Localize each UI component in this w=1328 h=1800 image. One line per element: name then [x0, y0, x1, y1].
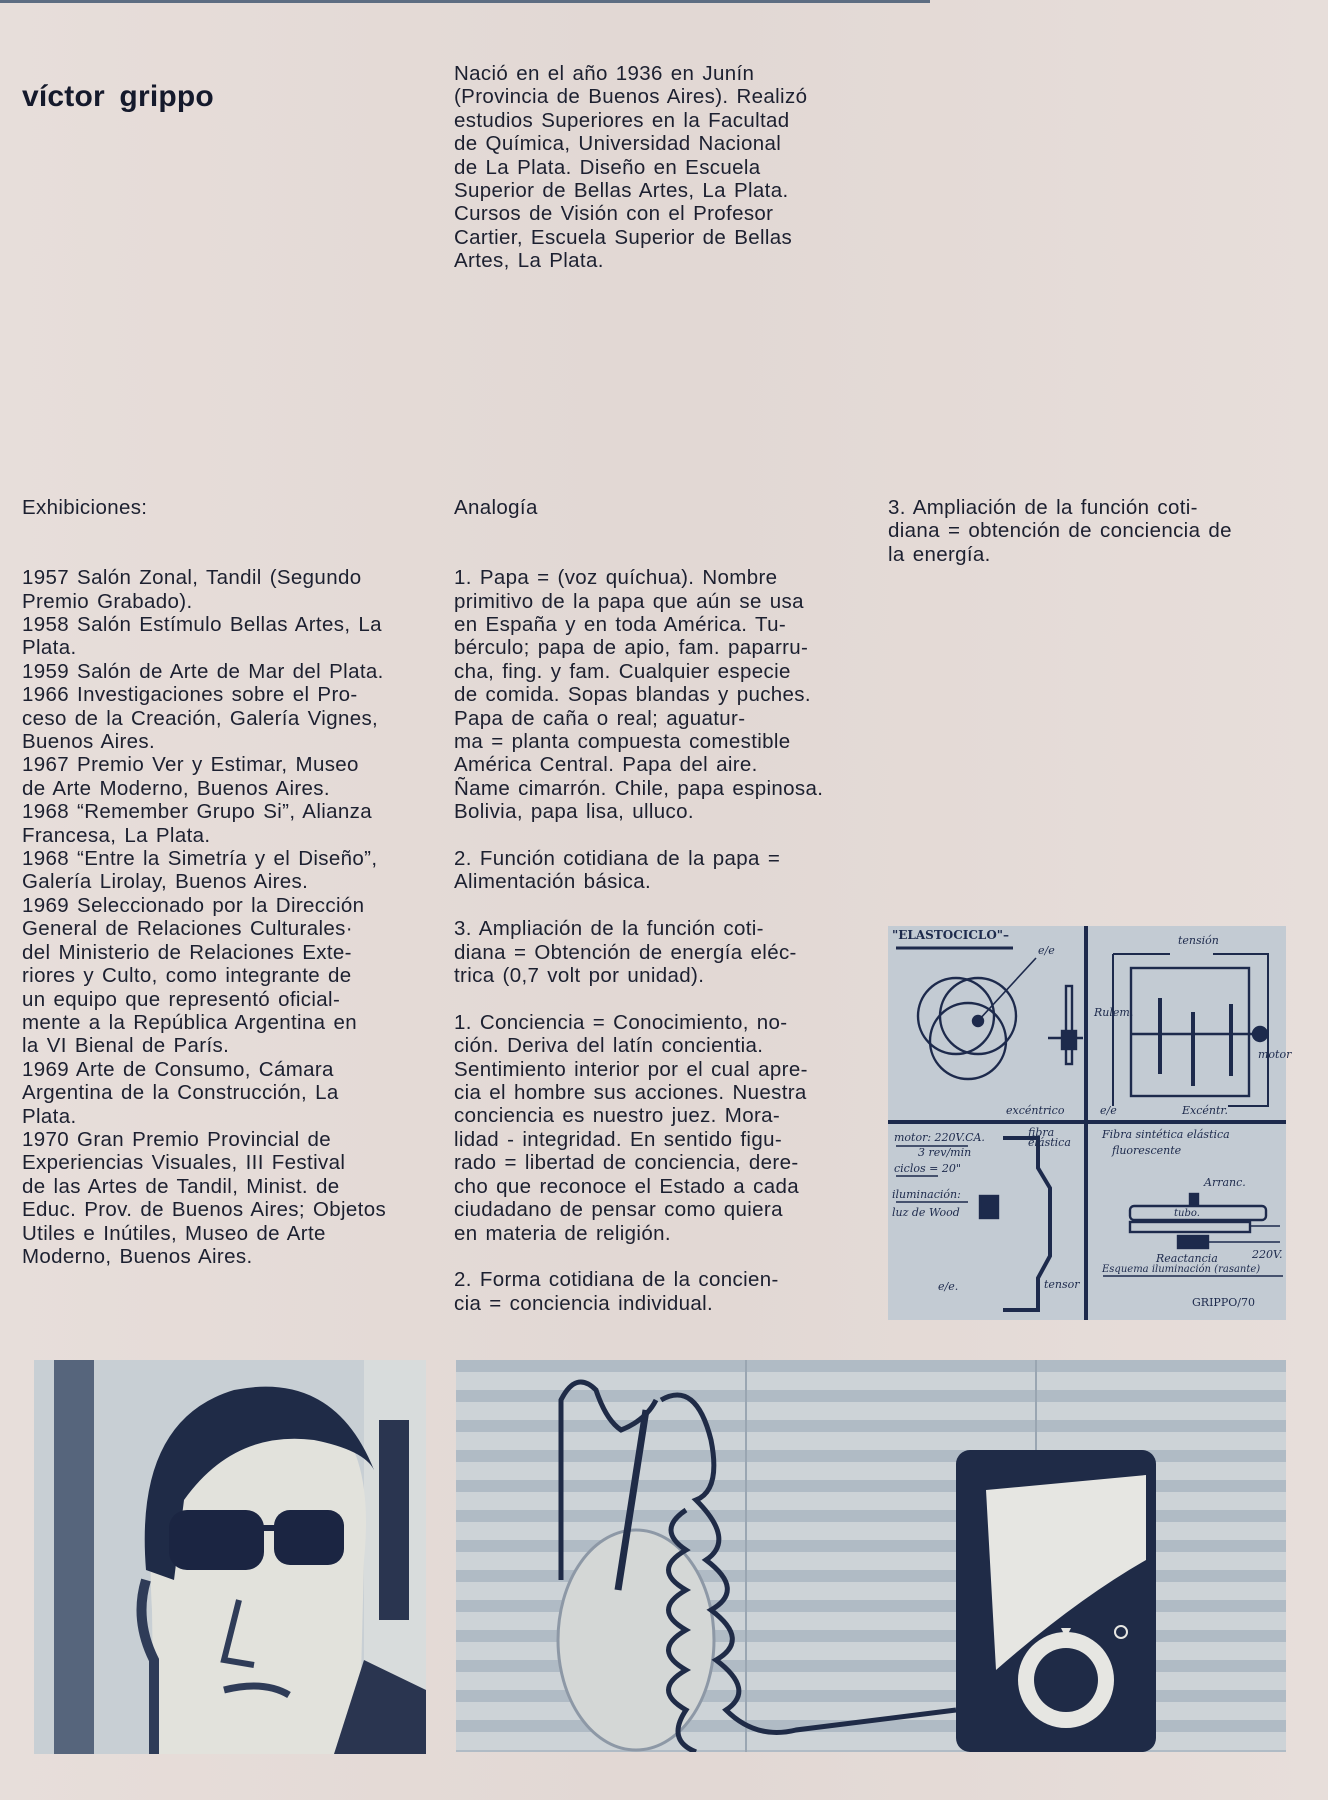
energy-column — [888, 496, 1308, 566]
exhibition-line: 1957 Salón Zonal, Tandil (Segundo — [22, 566, 362, 590]
exhibitions-heading: Exhibiciones: — [22, 496, 148, 519]
housing-path — [1113, 954, 1268, 1106]
diagram-signature: GRIPPO/70 — [1192, 1296, 1255, 1309]
diagram-label: e/e — [1100, 1104, 1117, 1117]
exhibitions-column — [22, 496, 432, 1268]
exhibition-line: 1959 Salón de Arte de Mar del Plata. — [22, 659, 384, 683]
bio-line: estudios Superiores en la Facultad — [454, 108, 790, 132]
diagram-title: "ELASTOCICLO"– — [892, 928, 1010, 942]
energy-line: diana = obtención de conciencia de — [888, 519, 1232, 543]
exhibition-line: Argentina de la Construcción, La — [22, 1081, 339, 1105]
analogia-line: Ñame cimarrón. Chile, papa espinosa. — [454, 776, 824, 800]
object-drawing — [456, 1360, 1286, 1752]
potato-voltmeter-photo — [456, 1360, 1286, 1752]
diagram-label: e/e. — [938, 1280, 959, 1293]
diagram-label: iluminación: — [892, 1188, 961, 1201]
analogia-line: ción. Deriva del latín concientia. — [454, 1034, 764, 1058]
analogia-column — [454, 496, 864, 1315]
exhibition-line: 1967 Premio Ver y Estimar, Museo — [22, 753, 359, 777]
diagram-label: luz de Wood — [892, 1206, 960, 1219]
bio-line: Cursos de Visión con el Profesor — [454, 202, 774, 226]
pointer-line — [978, 958, 1036, 1021]
diagram-label: excéntrico — [1006, 1104, 1065, 1117]
lamp-shape — [980, 1196, 998, 1218]
motor-shape — [1253, 1027, 1267, 1041]
diagram-label: Rulem. — [1094, 1006, 1134, 1019]
analogia-line: cha, fing. y fam. Cualquier especie — [454, 659, 791, 683]
analogia-line: cia = conciencia individual. — [454, 1291, 714, 1315]
analogia-line: 1. Conciencia = Conocimiento, no- — [454, 1010, 788, 1034]
analogia-paragraph — [454, 1011, 864, 1245]
bio-line: (Provincia de Buenos Aires). Realizó — [454, 85, 808, 109]
diagram-label: 3 rev/min — [918, 1146, 972, 1159]
biography — [454, 62, 864, 273]
spacer — [454, 1245, 864, 1268]
exhibition-line: 1970 Gran Premio Provincial de — [22, 1127, 332, 1151]
exhibition-line: Experiencias Visuales, III Festival — [22, 1151, 346, 1175]
portrait-drawing — [34, 1360, 426, 1754]
analogia-line: Bolivia, papa lisa, ulluco. — [454, 800, 694, 824]
bio-line: Nació en el año 1936 en Junín — [454, 62, 755, 85]
analogia-line: América Central. Papa del aire. — [454, 753, 758, 777]
analogia-paragraph — [454, 566, 864, 823]
exhibition-line: Plata. — [22, 636, 77, 660]
analogia-line: en materia de religión. — [454, 1221, 671, 1245]
analogia-paragraphs — [454, 566, 864, 1315]
artist-portrait-photo — [34, 1360, 426, 1754]
analogia-line: 2. Forma cotidiana de la concien- — [454, 1268, 779, 1292]
bio-line: Cartier, Escuela Superior de Bellas — [454, 225, 793, 249]
exhibition-line: Utiles e Inútiles, Museo de Arte — [22, 1221, 326, 1245]
exhibition-line: de Arte Moderno, Buenos Aires. — [22, 776, 330, 800]
analogia-line: cia el hombre sus acciones. Nuestra — [454, 1081, 807, 1105]
analogia-line: Papa de caña o real; aguatur- — [454, 706, 746, 730]
exhibition-line: Educ. Prov. de Buenos Aires; Objetos — [22, 1198, 387, 1222]
exhibition-line: riores y Culto, como integrante de — [22, 964, 352, 988]
diagram-label: tensión — [1178, 934, 1219, 947]
diagram-label: fluorescente — [1112, 1144, 1182, 1157]
energy-line: 3. Ampliación de la función coti- — [888, 496, 1198, 519]
spacer — [454, 543, 864, 566]
spacer — [454, 824, 864, 847]
exhibition-line: 1966 Investigaciones sobre el Pro- — [22, 683, 358, 707]
bio-line: Artes, La Plata. — [454, 249, 604, 273]
diagram-label: motor — [1258, 1048, 1292, 1061]
spacer — [454, 894, 864, 917]
elastociclo-diagram — [888, 926, 1292, 1320]
diagram-label: Reactancia — [1156, 1252, 1218, 1265]
exhibition-line: de las Artes de Tandil, Minist. de — [22, 1174, 340, 1198]
exhibition-line: la VI Bienal de París. — [22, 1034, 230, 1058]
analogia-line: primitivo de la papa que aún se usa — [454, 589, 804, 613]
bio-line: de Química, Universidad Nacional — [454, 132, 782, 156]
circle-shape — [930, 1003, 1006, 1079]
exhibition-line: 1968 “Remember Grupo Si”, Alianza — [22, 800, 372, 824]
analogia-paragraph — [454, 847, 864, 894]
exhibition-line: mente a la República Argentina en — [22, 1010, 357, 1034]
bio-line: Superior de Bellas Artes, La Plata. — [454, 179, 789, 203]
diagram-label: Esquema iluminación (rasante) — [1102, 1264, 1261, 1275]
exhibition-line: 1968 “Entre la Simetría y el Diseño”, — [22, 847, 378, 871]
energy-line: la energía. — [888, 542, 991, 566]
analogia-line: de comida. Sopas blandas y puches. — [454, 683, 811, 707]
spacer — [22, 543, 432, 566]
exhibition-line: 1969 Arte de Consumo, Cámara — [22, 1057, 334, 1081]
diagram-label: 220V. — [1252, 1248, 1283, 1261]
diagram-label: fibra elástica — [1028, 1126, 1071, 1149]
diagram-label: tensor — [1044, 1278, 1080, 1291]
analogia-line: Sentimiento interior por el cual apre- — [454, 1057, 808, 1081]
diagram-label: Excéntr. — [1182, 1104, 1228, 1117]
analogia-line: en España y en toda América. Tu- — [454, 613, 787, 636]
analogia-line: cho que reconoce el Estado a cada — [454, 1174, 799, 1198]
diagram-label: Fibra sintética elástica — [1102, 1128, 1230, 1141]
analogia-heading: Analogía — [454, 496, 538, 519]
tube-base — [1130, 1222, 1250, 1232]
analogia-paragraph — [454, 1268, 864, 1315]
rod-shape — [1066, 986, 1072, 1064]
reactance-shape — [1178, 1236, 1208, 1248]
analogia-line: Alimentación básica. — [454, 870, 652, 894]
analogia-line: 2. Función cotidiana de la papa = — [454, 847, 781, 871]
exhibition-line: un equipo que representó oficial- — [22, 987, 341, 1011]
exhibition-line: 1969 Seleccionado por la Dirección — [22, 893, 365, 917]
diagram-label: e/e — [1038, 944, 1055, 957]
diagram-label: ciclos = 20" — [894, 1162, 961, 1175]
bio-line: de La Plata. Diseño en Escuela — [454, 155, 761, 179]
top-edge-rule — [0, 0, 930, 3]
exhibition-line: Moderno, Buenos Aires. — [22, 1244, 253, 1268]
analogia-line: lidad - integridad. En sentido figu- — [454, 1127, 783, 1151]
analogia-line: 1. Papa = (voz quíchua). Nombre — [454, 566, 778, 590]
analogia-line: ma = planta compuesta comestible — [454, 730, 791, 754]
analogia-paragraph — [454, 917, 864, 987]
analogia-line: diana = Obtención de energía eléc- — [454, 940, 797, 964]
analogia-line: 3. Ampliación de la función coti- — [454, 917, 764, 941]
exhibitions-list — [22, 566, 432, 1268]
exhibition-line: ceso de la Creación, Galería Vignes, — [22, 706, 379, 730]
diagram-label: Arranc. — [1204, 1176, 1246, 1189]
analogia-line: ciudadano de pensar como quiera — [454, 1198, 783, 1222]
exhibition-line: Galería Lirolay, Buenos Aires. — [22, 870, 309, 894]
analogia-line: conciencia es nuestro juez. Mora- — [454, 1104, 781, 1128]
frame-path — [1003, 1138, 1050, 1310]
spacer — [454, 987, 864, 1010]
exhibition-line: Francesa, La Plata. — [22, 823, 211, 847]
artist-name-title: víctor grippo — [22, 80, 214, 114]
exhibition-line: del Ministerio de Relaciones Exte- — [22, 940, 352, 964]
exhibition-line: Premio Grabado). — [22, 589, 193, 613]
exhibition-line: 1958 Salón Estímulo Bellas Artes, La — [22, 613, 382, 636]
starter-shape — [1190, 1194, 1198, 1204]
analogia-line: bérculo; papa de apio, fam. paparru- — [454, 636, 809, 660]
diagram-drawing — [888, 926, 1286, 1320]
hub-shape — [1062, 1031, 1076, 1049]
exhibition-line: Buenos Aires. — [22, 730, 156, 754]
diagram-label: tubo. — [1174, 1208, 1200, 1219]
exhibition-line: Plata. — [22, 1104, 77, 1128]
analogia-line: trica (0,7 volt por unidad). — [454, 964, 705, 988]
analogia-line: rado = libertad de conciencia, dere- — [454, 1151, 799, 1175]
diagram-label: motor: 220V.CA. — [894, 1131, 985, 1144]
exhibition-line: General de Relaciones Culturales· — [22, 917, 353, 941]
